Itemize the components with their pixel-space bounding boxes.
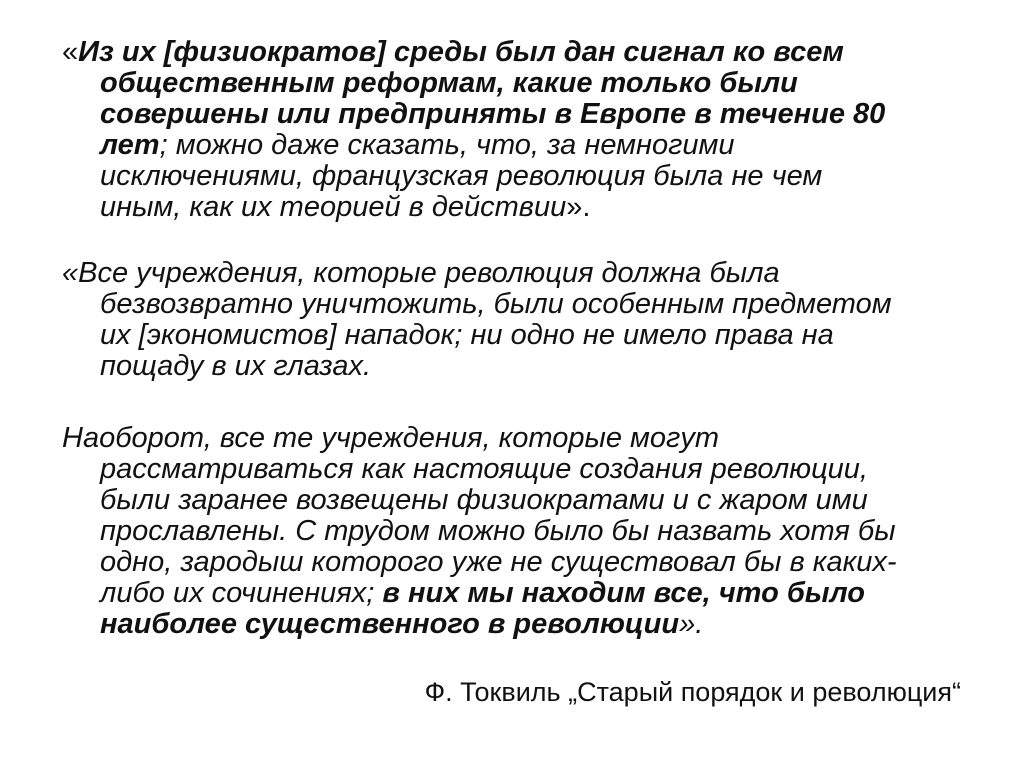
quote-line [62,37,982,68]
quote-line: их [экономистов] нападок; ни одно не имело права на [100,319,834,351]
italic-text: ; можно даже сказать, что, за немногими [159,129,735,161]
quote-line [62,130,982,161]
bold-text: Из их [физиократов] среды был дан сигнал ко всем [78,36,844,68]
source-attribution: Ф. Токвиль „Старый порядок и революция“ [424,677,961,707]
quote-line [62,578,982,609]
quote-line: исключениями, французская революция была не чем [100,160,823,192]
quote-line: рассматриваться как настоящие создания революции, [100,453,868,485]
bold-text: в них мы находим все, что было [382,577,865,609]
quote-line: «Все учреждения, которые революция должна была [62,257,780,289]
quote-line: безвозвратно уничтожить, были особенным предметом [100,288,892,320]
quote-line [62,609,982,640]
bold-text: наиболее существенного в революции [100,608,680,640]
quote-institutions-attacked [62,258,982,382]
quote-line: совершены или предприняты в Европе в течение 80 [100,98,886,130]
quote-physiocrats-signal [62,37,982,223]
quote-line: пощаду в их глазах. [100,350,372,382]
quote-line: общественным реформам, какие только были [100,67,798,99]
bold-text: лет [100,129,160,161]
closing-quote-mark: ». [566,191,591,223]
closing-quote-mark: ». [679,608,704,640]
quote-line: одно, зародыш которого уже не существовал бы в каких- [100,546,897,578]
quote-line: Наоборот, все те учреждения, которые могут [62,422,720,454]
quote-institutions-proclaimed [62,423,982,640]
quote-line [62,192,982,223]
quote-line: были заранее возвещены физиократами и с жаром ими [100,484,868,516]
quote-line: прославлены. С трудом можно было бы назвать хотя бы [100,515,896,547]
italic-text: либо их сочинениях; [100,577,383,609]
opening-quote-mark: « [62,36,79,68]
italic-text: иным, как их теорией в действии [100,191,567,223]
